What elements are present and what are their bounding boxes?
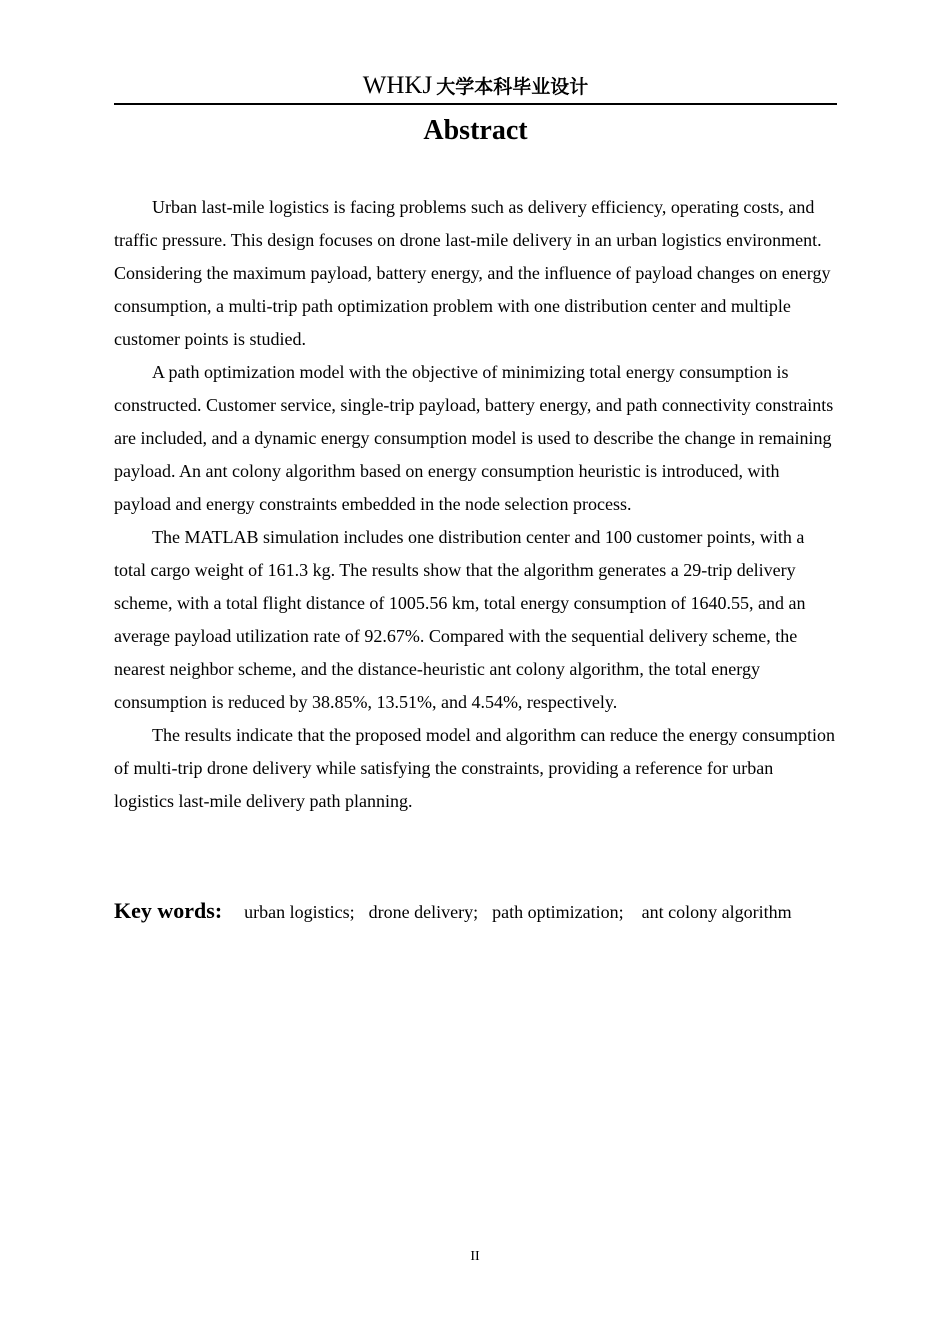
abstract-paragraph: The results indicate that the proposed model and algorithm can reduce the energy consumption of multi-trip drone delivery while satisfying the constraints, providing a reference for urban logistics last-mile delivery path planning.	[114, 725, 835, 811]
keyword-item: path optimization	[492, 902, 619, 922]
header-cjk-text: 大学本科毕业设计	[436, 76, 589, 98]
header-rule	[114, 103, 837, 105]
keyword-separator: ;	[349, 902, 355, 922]
abstract-paragraph: A path optimization model with the objective of minimizing total energy consumption is constructed. Customer service, single-trip payload, battery energy, and path connectivity constraints are included, and a dynamic energy consumption model is used to describe the change in remaining payload. An ant colony algorithm based on energy consumption heuristic is introduced, with payload and energy constraints embedded in the node selection process.	[114, 362, 834, 514]
header-latin-text: WHKJ	[362, 72, 433, 99]
keyword-separator: ;	[473, 902, 479, 922]
keyword-item: ant colony algorithm	[641, 902, 792, 922]
abstract-paragraph: Urban last-mile logistics is facing problems such as delivery efficiency, operating costs, and traffic pressure. This design focuses on drone last-mile delivery in an urban logistics environment. Considering the maximum payload, battery energy, and the influence of payload changes on energy consumption, a multi-trip path optimization problem with one distribution center and multiple customer points is studied.	[114, 197, 831, 349]
keywords-line	[114, 893, 854, 932]
keywords-label: Key words:	[114, 898, 223, 923]
keyword-separator: ;	[618, 902, 624, 922]
abstract-body	[114, 191, 837, 818]
keyword-item: drone delivery	[368, 902, 474, 922]
keyword-item: urban logistics	[244, 902, 350, 922]
page-number: II	[470, 1249, 480, 1264]
running-header	[114, 70, 837, 103]
abstract-paragraph: The MATLAB simulation includes one distribution center and 100 customer points, with a total cargo weight of 161.3 kg. The results show that the algorithm generates a 29-trip delivery scheme, with a total flight distance of 1005.56 km, total energy consumption of 1640.55, and an average payload utilization rate of 92.67%. Compared with the sequential delivery scheme, the nearest neighbor scheme, and the distance-heuristic ant colony algorithm, the total energy consumption is reduced by 38.85%, 13.51%, and 4.54%, respectively.	[114, 527, 806, 712]
abstract-title: Abstract	[423, 115, 528, 146]
